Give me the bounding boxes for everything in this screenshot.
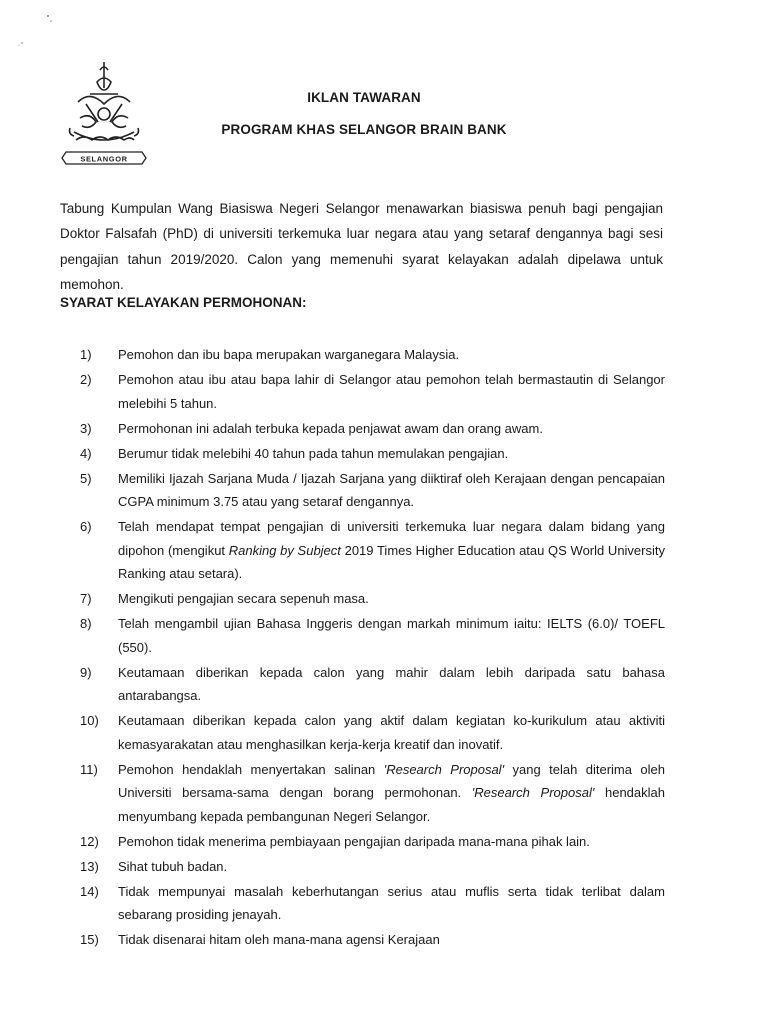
requirement-text <box>118 665 665 704</box>
requirement-text-segment: Tidak mempunyai masalah keberhutangan serius atau muflis serta tidak terlibat dalam sebarang prosiding jenayah. <box>118 883 665 922</box>
requirement-text <box>118 347 459 362</box>
requirement-text-segment: Pemohon dan ibu bapa merupakan warganegara Malaysia. <box>118 347 460 362</box>
requirement-text <box>118 372 665 411</box>
requirement-number: 9) <box>80 664 92 680</box>
requirement-text-segment: Telah mendapat tempat pengajian di universiti terkemuka luar negara dalam bidang yang dipohon (mengikut <box>118 519 665 558</box>
requirement-number: 13) <box>80 858 99 874</box>
requirement-text <box>118 713 665 752</box>
requirement-text-segment: Keutamaan diberikan kepada calon yang aktif dalam kegiatan ko-kurikulum atau aktiviti kemasyarakatan atau menghasilkan kerja-kerja kreatif dan inovatif. <box>118 713 665 752</box>
requirement-text-segment: Keutamaan diberikan kepada calon yang mahir dalam lebih daripada satu bahasa antarabangsa. <box>118 664 665 703</box>
requirement-text <box>118 471 665 510</box>
requirement-item <box>80 661 665 708</box>
requirement-text-segment: Berumur tidak melebihi 40 tahun pada tahun memulakan pengajian. <box>118 445 509 461</box>
requirement-item <box>80 855 665 879</box>
requirement-item <box>80 709 665 756</box>
requirement-number: 11) <box>80 761 98 777</box>
requirement-text-segment: Pemohon hendaklah menyertakan salinan <box>118 761 384 777</box>
requirement-text <box>118 834 590 849</box>
crest-banner-text: SELANGOR <box>80 154 128 164</box>
requirement-item <box>80 830 665 854</box>
requirement-text <box>118 932 440 947</box>
requirement-number: 6) <box>80 519 92 534</box>
requirement-item <box>80 758 665 829</box>
requirement-italic-segment: Ranking by Subject <box>228 542 341 558</box>
requirement-item <box>80 587 665 611</box>
requirement-number: 7) <box>80 591 92 606</box>
requirement-number: 15) <box>80 932 99 947</box>
requirement-text <box>118 591 369 606</box>
requirement-text-segment: Telah mengambil ujian Bahasa Inggeris dengan markah minimum iaitu: IELTS (6.0)/ TOEFL (550). <box>118 616 665 655</box>
requirement-text-segment: Permohonan ini adalah terbuka kepada penjawat awam dan orang awam. <box>118 420 543 436</box>
requirement-number: 12) <box>80 833 99 849</box>
requirement-italic-segment: 'Research Proposal' <box>383 761 505 777</box>
requirement-text <box>118 884 665 923</box>
requirement-item <box>80 343 665 367</box>
requirement-text <box>118 519 665 581</box>
page-subtitle: PROGRAM KHAS SELANGOR BRAIN BANK <box>221 122 507 137</box>
requirements-list <box>80 343 665 953</box>
requirement-number: 14) <box>80 883 99 899</box>
requirement-number: 10) <box>80 713 99 728</box>
requirement-text-segment: yang telah diterima oleh Universiti bersama-sama dengan borang permohonan. <box>118 761 665 800</box>
selangor-crest-logo <box>60 60 152 168</box>
requirement-text <box>118 616 665 655</box>
requirement-text-segment: Pemohon atau ibu atau bapa lahir di Selangor atau pemohon telah bermastautin di Selangor melebihi 5 tahun. <box>118 372 665 411</box>
requirement-text <box>118 421 543 436</box>
requirement-item <box>80 368 665 415</box>
requirement-item <box>80 880 665 927</box>
requirement-number: 1) <box>80 347 92 362</box>
requirement-italic-segment: 'Research Proposal' <box>471 785 595 800</box>
requirement-item <box>80 515 665 586</box>
requirement-item <box>80 612 665 659</box>
requirement-item <box>80 928 665 952</box>
requirement-item <box>80 467 665 514</box>
scan-specks <box>14 10 64 60</box>
intro-paragraph: Tabung Kumpulan Wang Biasiswa Negeri Selangor menawarkan biasiswa penuh bagi pengajian Doktor Falsafah (PhD) di universiti terkemuka luar negara atau yang setaraf dengannya bagi sesi pengajian tahun 2019/2020. Calon yang memenuhi syarat kelayakan adalah dipelawa untuk memohon. <box>60 200 663 292</box>
requirement-number: 2) <box>80 372 92 387</box>
requirement-item <box>80 417 665 441</box>
requirement-number: 5) <box>80 470 92 486</box>
requirement-item <box>80 442 665 466</box>
requirement-text-segment: Pemohon tidak menerima pembiayaan pengajian daripada mana-mana pihak lain. <box>118 833 590 849</box>
requirement-text <box>118 859 227 874</box>
requirement-text-segment: 2019 Times Higher Education atau QS World University Ranking atau setara). <box>118 542 665 581</box>
requirement-text-segment: Sihat tubuh badan. <box>118 858 228 874</box>
requirement-text-segment: Memiliki Ijazah Sarjana Muda / Ijazah Sarjana yang diiktiraf oleh Kerajaan dengan pencapaian CGPA minimum 3.75 atau yang setaraf dengannya. <box>118 470 665 509</box>
requirement-number: 3) <box>80 420 92 436</box>
requirement-text-segment: hendaklah menyumbang kepada pembangunan Negeri Selangor. <box>118 785 665 824</box>
requirement-text <box>118 446 508 461</box>
requirement-text-segment: Tidak disenarai hitam oleh mana-mana agensi Kerajaan <box>118 932 440 947</box>
requirement-text <box>118 762 665 824</box>
requirement-number: 4) <box>80 445 92 461</box>
requirement-text-segment: Mengikuti pengajian secara sepenuh masa. <box>118 591 369 606</box>
requirement-number: 8) <box>80 616 92 631</box>
page-title: IKLAN TAWARAN <box>307 90 421 105</box>
section-heading: SYARAT KELAYAKAN PERMOHONAN: <box>60 295 307 310</box>
